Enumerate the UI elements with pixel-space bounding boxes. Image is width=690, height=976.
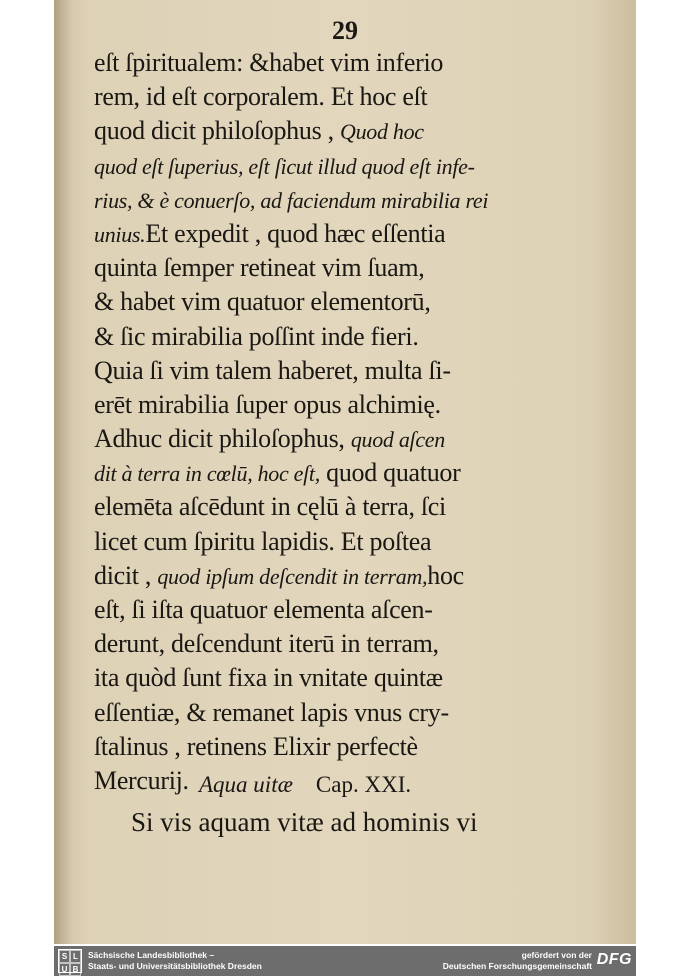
chapter-heading [199, 772, 411, 798]
text-line [94, 456, 594, 490]
text-line [94, 251, 594, 285]
text-line [94, 490, 594, 524]
text-line [94, 285, 594, 319]
funding-line1: gefördert von der [521, 950, 592, 960]
chapter-number: Cap. XXI. [315, 772, 412, 797]
text-line [94, 320, 594, 354]
text-line [94, 525, 594, 559]
text-line [94, 559, 594, 593]
text-line [94, 183, 594, 217]
text-italic: dit à terra in cœlū, hoc eſt, [94, 461, 320, 487]
text-roman: Mercurij. [94, 765, 189, 795]
text-line [94, 422, 594, 456]
text-roman: licet cum ſpiritu lapidis. Et poſtea [94, 526, 432, 556]
last-line: Si vis aquam vitæ ad hominis vi [131, 807, 478, 837]
text-line [94, 388, 594, 422]
text-roman: eſt ſpiritualem: &habet vim inferio [94, 48, 444, 77]
library-credit [88, 950, 262, 972]
text-roman: dicit , [94, 560, 158, 590]
text-roman: erēt mirabilia ſuper opus alchimię. [94, 389, 441, 419]
text-roman: ita quòd ſunt fixa in vnitate quintæ [94, 663, 443, 693]
chapter-title: Aqua uitæ [199, 772, 293, 797]
text-line [94, 354, 594, 388]
library-name-line2: Staats- und Universitätsbibliothek Dresden [88, 961, 262, 971]
text-line [94, 661, 594, 695]
text-roman: derunt, deſcendunt iterū in terram, [94, 629, 439, 659]
text-line [94, 593, 594, 627]
text-roman: eſſentiæ, & remanet lapis vnus cry- [94, 697, 449, 727]
text-line [94, 80, 594, 114]
text-italic: Quod hoc [340, 119, 424, 145]
text-roman: quod dicit philoſophus , [94, 116, 341, 146]
text-italic: quod eſt ſuperius, eſt ſicut illud quod eſt infe- [94, 153, 475, 179]
text-italic: quod ipſum deſcendit in terram, [157, 563, 428, 589]
text-roman: elemēta aſcēdunt in cęlū à terra, ſci [94, 492, 446, 522]
dfg-logo: DFG [596, 951, 632, 968]
text-block [94, 46, 594, 798]
text-line [94, 114, 594, 148]
slub-logo-icon: S L U B [58, 949, 82, 973]
text-italic: rius, & è conuerſo, ad faciendum mirabilia rei [94, 187, 489, 213]
text-line [94, 696, 594, 730]
text-roman-after: hoc [427, 560, 464, 590]
text-line [94, 217, 594, 251]
funding-line2: Deutschen Forschungsgemeinschaft [442, 961, 592, 971]
text-roman: Quia ſi vim talem haberet, multa ſi- [94, 355, 451, 385]
text-roman: Adhuc dicit philoſophus, [94, 424, 351, 454]
text-roman: ſtalinus , retinens Elixir perfectè [94, 731, 418, 761]
text-roman: eſt, ſi iſta quatuor elementa aſcen- [94, 595, 433, 624]
text-roman-after: Et expedit , quod hæc eſſentia [145, 218, 446, 248]
page-number: 29 [332, 16, 358, 45]
text-line [94, 46, 594, 80]
text-roman: rem, id eſt corporalem. Et hoc eſt [94, 82, 428, 112]
text-line [94, 149, 594, 183]
text-roman: quinta ſemper retineat vim ſuam, [94, 253, 425, 283]
text-italic: quod aſcen [350, 427, 445, 453]
text-line [94, 730, 594, 764]
text-roman-after: quod quatuor [319, 458, 461, 488]
text-line [94, 627, 594, 661]
book-page [54, 0, 636, 944]
library-name-line1: Sächsische Landesbibliothek – [88, 950, 215, 960]
spine-shadow [54, 0, 72, 944]
funding-credit [443, 950, 592, 972]
text-italic: unius. [94, 221, 146, 247]
text-roman: & ſic mirabilia poſſint inde fieri. [94, 321, 419, 351]
text-roman: & habet vim quatuor elementorū, [94, 287, 431, 317]
footer-bar [54, 946, 636, 976]
